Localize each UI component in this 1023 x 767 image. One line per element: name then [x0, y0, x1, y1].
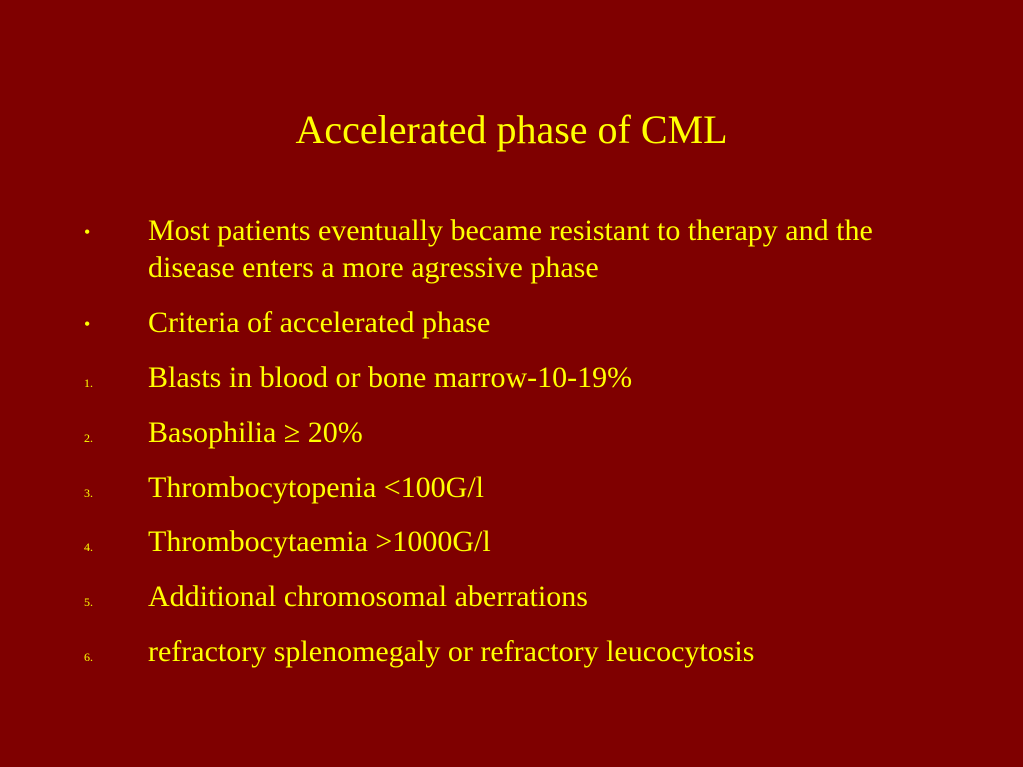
list-item-text: Most patients eventually became resistant to therapy and the disease enters a more agressive phase	[148, 214, 873, 284]
list-item-text: Criteria of accelerated phase	[148, 306, 491, 339]
number-marker: 5.	[84, 595, 93, 609]
list-item-text: refractory splenomegaly or refractory leucocytosis	[148, 635, 755, 668]
list-item-text: Thrombocytopenia <100G/l	[148, 471, 485, 504]
number-marker: 6.	[84, 650, 93, 664]
list-item-text: Basophilia ≥ 20%	[148, 416, 363, 449]
bullet-marker: •	[84, 314, 91, 334]
number-marker: 4.	[84, 540, 93, 554]
number-marker: 3.	[84, 486, 93, 500]
number-marker: 2.	[84, 431, 93, 445]
number-marker: 1.	[84, 376, 93, 390]
bullet-marker: •	[84, 222, 91, 242]
list-item-text: Thrombocytaemia >1000G/l	[148, 525, 491, 558]
list-item-text: Additional chromosomal aberrations	[148, 580, 588, 613]
list-item-text: Blasts in blood or bone marrow-10-19%	[148, 361, 633, 394]
slide-title: Accelerated phase of CML	[295, 107, 728, 152]
